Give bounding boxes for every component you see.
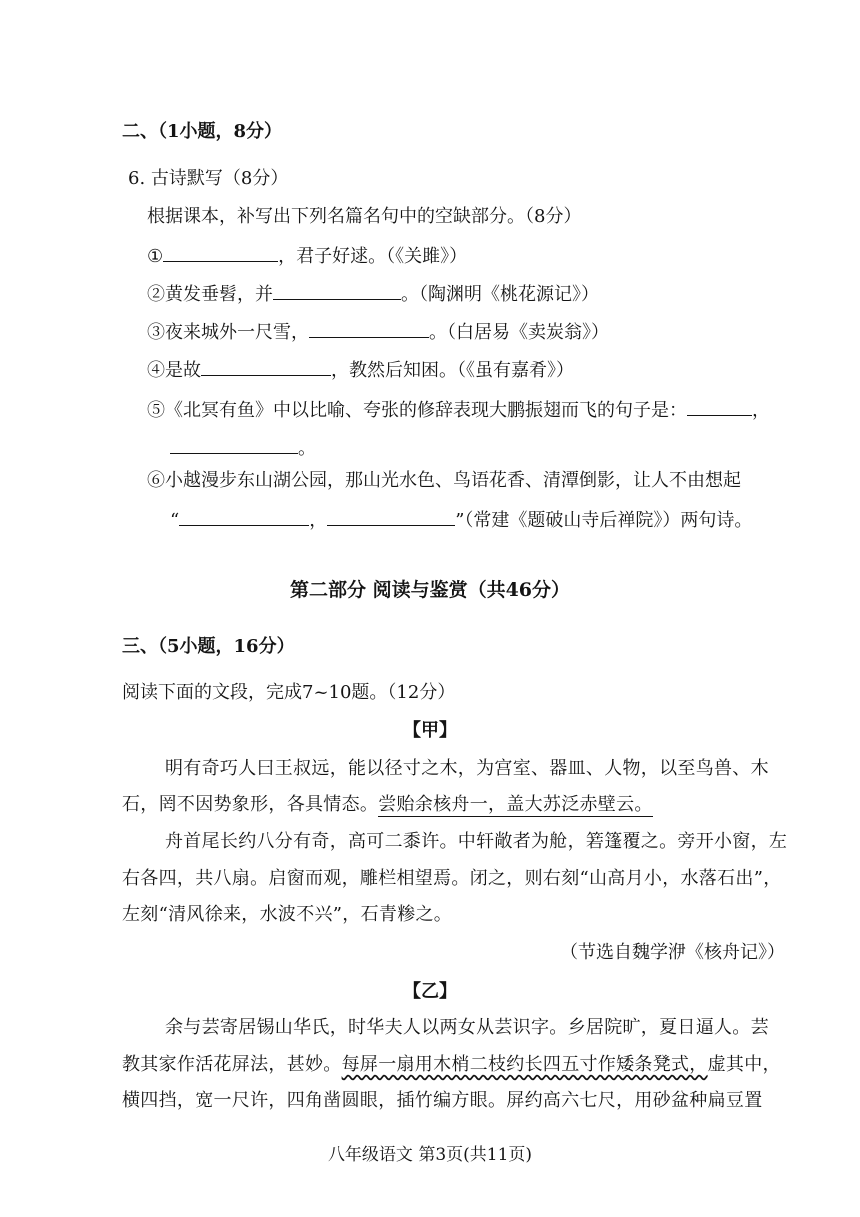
item-6-tail: ”（常建《题破山寺后禅院》）两句诗。 [455,510,753,531]
underlined-sentence-jia: 尝贻余核舟一，盖大苏泛赤壁云。 [378,794,653,815]
item-4-text-b: ，教然后知困。（《虽有嘉肴》） [331,360,574,381]
section-2-heading: 二、（1小题，8分） [122,121,283,142]
item-6-line-1: ⑥小越漫步东山湖公园，那山光水色、鸟语花香、清潭倒影，让人不由想起 [147,470,741,491]
section-3-instruction: 阅读下面的文段，完成7~10题。（12分） [122,682,456,703]
item-6-open-quote: “ [170,510,180,531]
passage-jia-source: （节选自魏学洢《核舟记》） [560,942,785,963]
passage-yi-title: 【乙】 [403,981,457,1002]
item-4-text-a: ④是故 [147,360,201,381]
page-footer: 八年级语文 第3页(共11页) [327,1145,533,1165]
item-5-period: 。 [298,438,316,459]
item-1-blank[interactable] [163,243,278,262]
passage-jia-p1-line-2 [122,793,653,817]
item-5-line-2 [170,435,316,461]
passage-jia-p1-line-1: 明有奇巧人曰王叔远，能以径寸之木，为宫室、器皿、人物，以至鸟兽、木 [165,758,769,779]
passage-jia-p2-line-3: 左刻“清风徐来，水波不兴”，石青糁之。 [122,904,453,925]
passage-yi-p1-line-2 [122,1053,781,1077]
passage-yi-p1-line-3: 横四挡，宽一尺许，四角凿圆眼，插竹编方眼。屏约高六七尺，用砂盆种扁豆置 [122,1090,763,1111]
item-6-blank-1[interactable] [179,507,309,526]
part-2-title: 第二部分 阅读与鉴赏（共46分） [289,579,571,601]
item-6-comma: ， [309,510,328,531]
item-3-blank[interactable] [309,319,429,338]
passage-jia-p1-line-2-text: 石，罔不因势象形，各具情态。 [122,794,379,815]
item-5-blank-1[interactable] [687,397,752,416]
item-2-text-a: ②黄发垂髫，并 [147,284,273,305]
item-5-text-a: ⑤《北冥有鱼》中以比喻、夸张的修辞表现大鹏振翅而飞的句子是： [147,400,687,421]
item-2 [147,281,599,307]
item-6-blank-2[interactable] [327,507,455,526]
passage-yi-p1-line-2-text: 教其家作活花屏法，甚妙。 [122,1054,342,1075]
passage-jia-p2-line-1: 舟首尾长约八分有奇，高可二黍许。中轩敞者为舱，箬篷覆之。旁开小窗，左 [165,831,788,852]
passage-yi-p1-line-2-tail: 虚其中， [707,1054,781,1075]
passage-jia-p2-line-2: 右各四，共八扇。启窗而观，雕栏相望焉。闭之，则右刻“山高月小，水落石出”， [122,868,782,889]
item-4-blank[interactable] [201,357,331,376]
passage-yi-p1-line-1: 余与芸寄居锡山华氏，时华夫人以两女从芸识字。乡居院旷，夏日逼人。芸 [165,1017,769,1038]
item-2-text-b: 。（陶渊明《桃花源记》） [401,284,599,305]
question-6-title: 6. 古诗默写（8分） [128,168,289,189]
item-6-line-2 [170,507,752,533]
item-1-text: ，君子好逑。（《关雎》） [278,246,468,267]
item-3-text-a: ③夜来城外一尺雪， [147,322,309,343]
item-5-comma: ， [752,400,770,421]
wavy-underlined-sentence-yi: 每屏一扇用木梢二枝约长四五寸作矮条凳式， [341,1054,708,1075]
item-2-blank[interactable] [273,281,401,300]
item-3-text-b: 。（白居易《卖炭翁》） [429,322,609,343]
item-5-line-1 [147,397,770,423]
question-6-instruction: 根据课本，补写出下列名篇名句中的空缺部分。（8分） [147,206,582,227]
section-3-heading: 三、（5小题，16分） [122,636,295,657]
item-1-marker: ① [147,246,164,267]
item-4 [147,357,574,383]
item-5-blank-2[interactable] [170,435,298,454]
item-1 [147,243,467,269]
item-3 [147,319,609,345]
passage-jia-title: 【甲】 [403,720,457,741]
